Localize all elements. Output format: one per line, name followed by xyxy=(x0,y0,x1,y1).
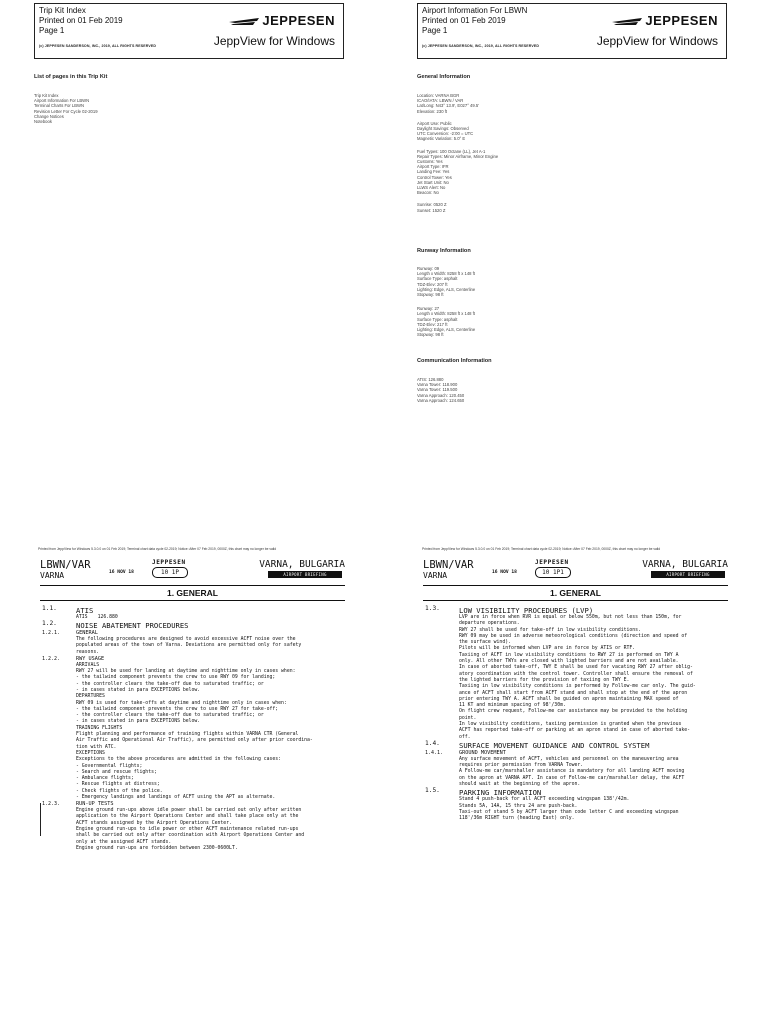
trip-kit-heading: List of pages in this Trip Kit xyxy=(34,74,108,80)
jeppesen-wing-icon xyxy=(229,17,259,26)
trip-kit-header xyxy=(34,3,344,59)
chart-page-right xyxy=(423,556,728,822)
chart-page-number: 10 1P xyxy=(152,567,188,578)
list-item[interactable]: Notebook xyxy=(34,119,52,125)
product-name: JeppView for Windows xyxy=(596,34,718,48)
comm-info-heading: Communication Information xyxy=(417,358,492,364)
chart-location: VARNA, BULGARIA xyxy=(259,559,345,570)
header-copyright: (c) JEPPESEN SANDERSON, INC., 2019, ALL RIGHTS RESERVED xyxy=(422,44,540,48)
section-parking-info: 1.5. PARKING INFORMATION Stand 4 push-back for all ACFT exceeding wingspan 138'/42m. Stands 5A, 14A, 15 thru 24 are push-back. Taxi-out of stand 5 by ACFT larger than code letter C and exceeding wingspan 118'/36m RIGHT turn (heading East) only. xyxy=(425,787,679,822)
section-atis: 1.1. ATIS ATIS 126.880 xyxy=(42,605,118,620)
chart-date: 16 NOV 18 xyxy=(492,570,517,575)
header-printed-date: Printed on 01 Feb 2019 xyxy=(39,16,123,25)
list-item[interactable]: Airport Information For LBWN xyxy=(34,98,90,104)
header-title: Trip Kit Index xyxy=(39,6,86,15)
header-title: Airport Information For LBWN xyxy=(422,6,528,15)
chart-brand: JEPPESEN xyxy=(152,559,186,566)
chart-ident: LBWN/VAR xyxy=(423,559,474,571)
header-page: Page 1 xyxy=(422,26,448,35)
jeppesen-logo: JEPPESEN xyxy=(612,13,718,28)
general-info-heading: General Information xyxy=(417,74,471,80)
list-item[interactable]: Trip Kit Index xyxy=(34,93,59,98)
section-general: 1.2.1. GENERAL The following procedures are designed to avoid excessive ACFT noise over the populated areas of the town of Varna. Deviations are permitted only for safety reasons. xyxy=(42,630,302,655)
section-noise-abatement: 1.2. NOISE ABATEMENT PROCEDURES xyxy=(42,620,189,631)
comm-info-block: ATIS: 126.880 Varna Tower: 118.900 Varna Tower: 119.500 Varna Approach: 120.450 Varna Approach: 124.650 xyxy=(417,377,465,403)
chart-section-title: 1. GENERAL xyxy=(40,586,345,601)
airport-info-header xyxy=(417,3,727,59)
printed-notice: Printed from JeppView for Windows 5.3.0.0 on 01 Feb 2019; Terminal chart data cycle 02-2019; Notice: After 07 Feb 2019, 0000Z, this chart may no longer be valid xyxy=(38,547,277,551)
trip-kit-list xyxy=(34,93,98,124)
section-ground-movement: 1.4.1. GROUND MOVEMENT Any surface movement of ACFT, vehicles and personnel on the maneuvering area requires prior permission from VARNA Tower. A Follow-me car/marshaller assistance is mandatory for all landing ACFT moving on the apron at VARNA APT. In case of Follow-me car/marshaller delay, the ACFT should wait at the beginning of the apron. xyxy=(425,749,685,787)
list-item[interactable]: Revision Letter For Cycle 02-2019 xyxy=(34,108,98,114)
jeppesen-wing-icon xyxy=(612,17,642,26)
chart-date: 16 NOV 18 xyxy=(109,570,134,575)
chart-page-left xyxy=(40,556,345,852)
chart-location: VARNA, BULGARIA xyxy=(642,559,728,570)
chart-type-bar: AIRPORT BRIEFING xyxy=(268,571,342,578)
general-info-block: Location: VARNA BGR ICAO/IATA: LBWN / VAR Lat/Long: N43° 13.9', E027° 49.5' Elevation: 230 ft Airport Use: Public Daylight Savings: Observed UTC Conversion: -2:00 = UTC Magnetic Variation: 5.0° E Fuel Types: 100 Octane (LL), Jet A-1 Repair Types: Minor Airframe, Minor Engine Customs: Yes Airport Type: IFR Landing Fee: Yes Control Tower: Yes Jet Start Unit: No LLWS Alert: No Beacon: No Sunrise: 0520 Z Sunset: 1520 Z xyxy=(417,93,499,213)
jeppesen-logo: JEPPESEN xyxy=(229,13,335,28)
runway-info-block: Runway: 09 Length x Width: 8258 ft x 148 ft Surface Type: asphalt TDZ-Elev: 207 ft Lighting: Edge, ALS, Centerline Stopway: 98 ft Runway: 27 Length x Width: 8258 ft x 148 ft Surface Type: asphalt TDZ-Elev: 217 ft Lighting: Edge, ALS, Centerline Stopway: 98 ft xyxy=(417,266,476,338)
section-rwy-usage: 1.2.2. RWY USAGE ARRIVALS RWY 27 will be used for landing at daytime and nighttime only in cases when: - the tailwind component prevents the crew to use RWY 09 for landing; - the controller clears the take-off due to saturated traffic; or - in cases stated in para EXCEPTIONS below. DEPARTURES RWY 09 is used for take-offs at daytime and nighttime only in cases when: - the tailwind component prevents the crew to use RWY 27 for take-off; - the controller clears the take-off due to saturated traffic; or - in cases stated in para EXCEPTIONS below. TRAINING FLIGHTS Flight planning and performance of training flights within VARNA CTR (General Air Traffic and Operational Air Traffic), are permitted only after prior coordina- tion with ATC. EXCEPTIONS Exceptions to the above procedures are admitted in the following cases: - Governmental flights; - Search and rescue flights; - Ambulance flights; - Rescue flights at distress; - Check flights of the police. - Emergency landings and landings of ACFT using the APT as alternate. xyxy=(42,655,313,801)
chart-section-title: 1. GENERAL xyxy=(423,586,728,601)
chart-type-bar: AIRPORT BRIEFING xyxy=(651,571,725,578)
printed-notice: Printed from JeppView for Windows 5.3.0.0 on 01 Feb 2019; Terminal chart data cycle 02-2019; Notice: After 07 Feb 2019, 0000Z, this chart may no longer be valid xyxy=(422,547,661,551)
runway-info-heading: Runway Information xyxy=(417,248,471,254)
header-printed-date: Printed on 01 Feb 2019 xyxy=(422,16,506,25)
revision-bar xyxy=(40,803,41,836)
chart-brand: JEPPESEN xyxy=(535,559,569,566)
list-item[interactable]: Terminal Charts For LBWN xyxy=(34,103,85,109)
chart-page-number: 10 1P1 xyxy=(535,567,571,578)
section-low-visibility: 1.3. LOW VISIBILITY PROCEDURES (LVP) LVP are in force when RVR is equal or below 550m, but not less than 150m, for departure operations. RWY 27 shall be used for take-off in low visibility conditions. RWY 09 may be used in adverse meteorological conditions (direction and speed of the surface wind). Pilots will be informed when LVP are in force by ATIS or RTF. Taxiing of ACFT in low visibility conditions to RWY 27 is performed on TWY A only. All other TWYs are closed with lighted barriers and are not available. In case of aborted take-off, TWY E shall be used for vacating RWY 27 after oblig- atory coordination with the control tower. Controller shall ensure the removal of the lighted barriers for the provision of taxiing on TWY E. Taxiing in low visibility conditions is performed by Follow-me car only. The guid- ance of ACFT shall start from ACFT stand and shall stop at the end of the apron prior entering TWY A. ACFT shall be guided on apron maintaining MAX speed of 11 KT and minimum spacing of 98'/30m. On flight crew request, Follow-me car assistance may be provided to the holding point. In low visibility conditions, taxiing permission is granted when the previous ACFT has reported take-off or parking at an apron stand in case of aborted take- off. xyxy=(425,605,696,740)
header-page: Page 1 xyxy=(39,26,65,35)
chart-city: VARNA xyxy=(423,571,448,580)
chart-city: VARNA xyxy=(40,571,65,580)
header-copyright: (c) JEPPESEN SANDERSON, INC., 2019, ALL RIGHTS RESERVED xyxy=(39,44,157,48)
section-run-up-tests: 1.2.3. RUN-UP TESTS Engine ground run-ups above idle power shall be carried out only after written application to the Airport Operations Center and shall take place only at the ACFT stands assigned by the Airport Operations Center. Engine ground run-ups to idle power or other ACFT maintenance related run-ups shall be carried out only after coordination with Airport Operations Center and only at the assigned ACFT stands. Engine ground run-ups are forbidden between 2300-0600LT. xyxy=(42,801,305,851)
list-item[interactable]: Change Notices xyxy=(34,113,64,119)
chart-ident: LBWN/VAR xyxy=(40,559,91,571)
section-smgcs: 1.4. SURFACE MOVEMENT GUIDANCE AND CONTROL SYSTEM xyxy=(425,739,650,750)
product-name: JeppView for Windows xyxy=(213,34,335,48)
